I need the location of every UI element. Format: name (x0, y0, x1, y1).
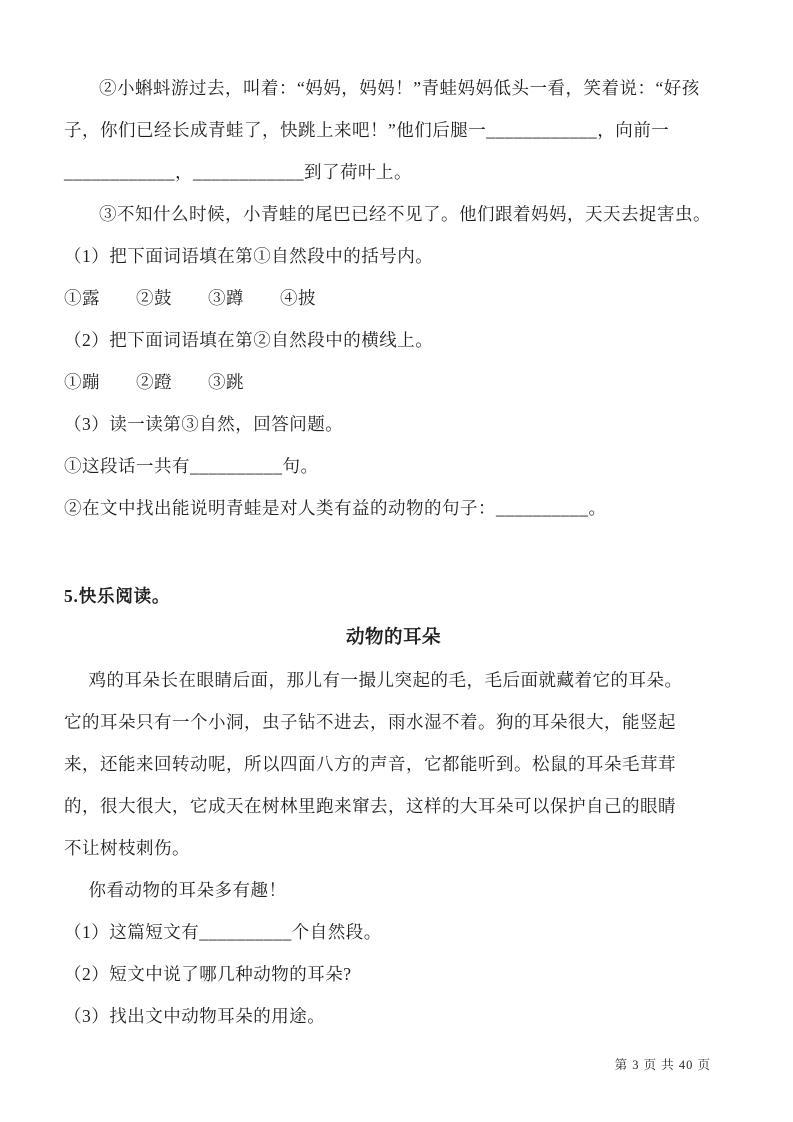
question-3-prompt: （3）读一读第③自然，回答问题。 (64, 414, 344, 434)
tadpole-paragraph-line-3: ____________，____________到了荷叶上。 (64, 162, 412, 182)
passage-title: 动物的耳朵 (345, 628, 441, 648)
passage-line-1: 鸡的耳朵长在眼睛后面，那儿有一撮儿突起的毛，毛后面就藏着它的耳朵。 (88, 670, 683, 690)
passage-line-5: 不让树枝刺伤。 (64, 838, 190, 858)
reading-question-3: （3）找出文中动物耳朵的用途。 (64, 1006, 326, 1026)
passage-line-2: 它的耳朵只有一个小洞，虫子钻不进去，雨水湿不着。狗的耳朵很大，能竖起 (64, 712, 676, 732)
word-bank-2: ①蹦 ②蹬 ③跳 (64, 372, 244, 392)
frog-paragraph-line: ③不知什么时候，小青蛙的尾巴已经不见了。他们跟着妈妈，天天去捉害虫。 (99, 204, 711, 224)
page-number: 第 3 页 共 40 页 (614, 1058, 711, 1072)
section-5-heading: 5.快乐阅读。 (64, 586, 171, 606)
question-2-prompt: （2）把下面词语填在第②自然段中的横线上。 (64, 330, 434, 350)
passage-line-3: 来，还能来回转动呢，所以四面八方的声音，它都能听到。松鼠的耳朵毛茸茸 (64, 754, 676, 774)
passage-closing-line: 你看动物的耳朵多有趣！ (88, 880, 287, 900)
question-1-prompt: （1）把下面词语填在第①自然段中的括号内。 (64, 246, 434, 266)
reading-question-1: （1）这篇短文有__________个自然段。 (64, 922, 382, 942)
tadpole-paragraph-line-2: 子，你们已经长成青蛙了，快跳上来吧！”他们后腿一____________，向前一 (64, 120, 670, 140)
passage-line-4: 的，很大很大，它成天在树林里跑来窜去，这样的大耳朵可以保护自己的眼睛 (64, 796, 676, 816)
reading-question-2: （2）短文中说了哪几种动物的耳朵? (64, 964, 352, 984)
sub-question-1: ①这段话一共有__________句。 (64, 456, 319, 476)
word-bank-1: ①露 ②鼓 ③蹲 ④披 (64, 288, 316, 308)
sub-question-2: ②在文中找出能说明青蛙是对人类有益的动物的句子：__________。 (64, 498, 607, 518)
tadpole-paragraph-line-1: ②小蝌蚪游过去，叫着：“妈妈，妈妈！”青蛙妈妈低头一看，笑着说：“好孩 (99, 78, 700, 98)
